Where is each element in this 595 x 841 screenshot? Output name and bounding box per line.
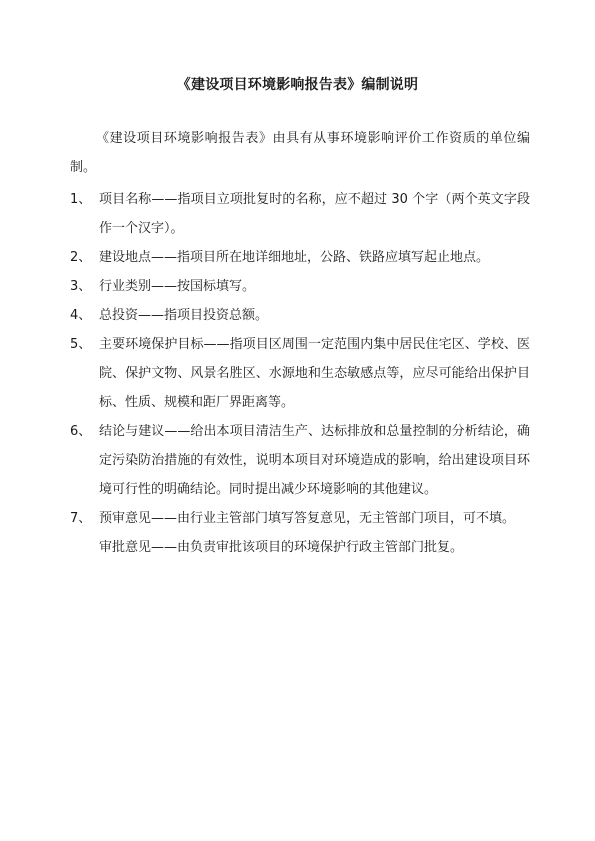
item-text: 建设地点——指项目所在地详细地址，公路、铁路应填写起止地点。 xyxy=(99,250,490,265)
list-item-4 xyxy=(70,301,530,330)
list-item-1 xyxy=(70,185,530,243)
item-number: 4、 xyxy=(70,308,92,323)
item-number: 2、 xyxy=(70,250,92,265)
document-title: 《建设项目环境影响报告表》编制说明 xyxy=(176,77,419,93)
item-text: 结论与建议——给出本项目清洁生产、达标排放和总量控制的分析结论，确定污染防治措施的有效性，说明本项目对环境造成的影响，给出建设项目环境可行性的明确结论。同时提出减少环境影响的其他建议。 xyxy=(99,424,530,497)
list-item-6 xyxy=(70,417,530,504)
item-number: 5、 xyxy=(70,337,92,352)
list-item-5 xyxy=(70,330,530,417)
item-text: 项目名称——指项目立项批复时的名称，应不超过 30 个字（两个英文字段作一个汉字）。 xyxy=(99,192,530,236)
item-number: 7、 xyxy=(70,511,92,526)
item-text: 行业类别——按国标填写。 xyxy=(99,279,256,294)
instruction-list xyxy=(70,185,530,562)
item-number: 3、 xyxy=(70,279,92,294)
list-item-3 xyxy=(70,272,530,301)
item-text: 总投资——指项目投资总额。 xyxy=(99,308,269,323)
item-text: 预审意见——由行业主管部门填写答复意见，无主管部门项目，可不填。 xyxy=(99,511,516,526)
list-item-7 xyxy=(70,504,530,562)
approval-opinion-text: 审批意见——由负责审批该项目的环境保护行政主管部门批复。 xyxy=(99,540,464,555)
item-number: 1、 xyxy=(70,192,92,207)
item-text: 主要环境保护目标——指项目区周围一定范围内集中居民住宅区、学校、医院、保护文物、风景名胜区、水源地和生态敏感点等，应尽可能给出保护目标、性质、规模和距厂界距离等。 xyxy=(99,337,530,410)
intro-paragraph: 《建设项目环境影响报告表》由具有从事环境影响评价工作资质的单位编制。 xyxy=(70,131,530,175)
list-item-2 xyxy=(70,243,530,272)
item-number: 6、 xyxy=(70,424,92,439)
